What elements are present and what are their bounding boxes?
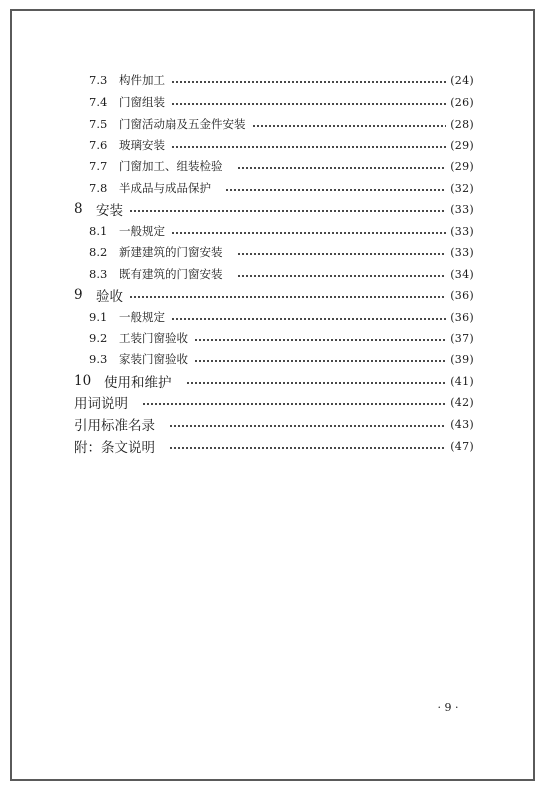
dot-leader [237, 167, 447, 169]
toc-number: 9.2 [89, 331, 108, 345]
toc-title: 附：条文说明 [74, 440, 155, 456]
dot-leader [129, 296, 446, 298]
toc-page: (24) [450, 73, 474, 87]
toc-number: 7.6 [89, 138, 108, 152]
dot-leader [194, 339, 446, 341]
toc-title: 玻璃安装 [119, 138, 165, 152]
toc-number: 10 [74, 373, 92, 389]
dot-leader [142, 403, 446, 405]
dot-leader [171, 318, 446, 320]
toc-title: 构件加工 [119, 73, 165, 87]
toc-title: 半成品与成品保护 [119, 181, 211, 195]
toc-page: (37) [450, 331, 474, 345]
toc-number: 8 [74, 201, 83, 217]
toc-page: (47) [450, 439, 474, 453]
dot-leader [186, 382, 447, 384]
toc-number: 8.1 [89, 224, 108, 238]
toc-number: 8.2 [89, 245, 108, 259]
toc-number: 7.8 [89, 181, 108, 195]
toc-title: 既有建筑的门窗安装 [119, 267, 223, 281]
toc-number: 9.3 [89, 352, 108, 366]
toc-entry-7-6[interactable] [89, 136, 474, 154]
toc-page: (33) [450, 245, 474, 259]
toc-entry-8-2[interactable] [89, 243, 474, 261]
toc-number: 7.7 [89, 159, 108, 173]
toc-title: 一般规定 [119, 224, 165, 238]
dot-leader [169, 447, 446, 449]
dot-leader [169, 425, 446, 427]
toc-entry-7-8[interactable] [89, 179, 474, 197]
toc-page: (41) [450, 374, 474, 388]
toc-number: 7.3 [89, 73, 108, 87]
toc-page: (28) [450, 117, 474, 131]
toc-entry-7-3[interactable] [89, 71, 474, 89]
toc-entry-9-3[interactable] [89, 350, 474, 368]
toc-number: 9.1 [89, 310, 108, 324]
toc-title: 家装门窗验收 [119, 352, 188, 366]
toc-entry-7-7[interactable] [89, 157, 474, 175]
toc-page: (33) [450, 224, 474, 238]
toc-entry-7-4[interactable] [89, 93, 474, 111]
toc-title: 门窗加工、组装检验 [119, 159, 223, 173]
toc-number: 7.4 [89, 95, 108, 109]
dot-leader [171, 81, 446, 83]
toc-page: (32) [450, 181, 474, 195]
dot-leader [171, 103, 446, 105]
toc-title: 使用和维护 [104, 375, 172, 391]
toc-number: 7.5 [89, 117, 108, 131]
toc-title: 验收 [96, 289, 123, 305]
toc-entry-8[interactable] [74, 200, 474, 218]
dot-leader [237, 275, 447, 277]
page-number: · 9 · [437, 701, 459, 714]
toc-number: 8.3 [89, 267, 108, 281]
toc-number: 9 [74, 287, 83, 303]
toc-title: 安装 [96, 203, 123, 219]
dot-leader [237, 253, 447, 255]
toc-title: 用词说明 [74, 396, 128, 412]
dot-leader [129, 210, 446, 212]
toc-title: 门窗活动扇及五金件安装 [119, 117, 246, 131]
toc-entry-9-2[interactable] [89, 329, 474, 347]
toc-page: (34) [450, 267, 474, 281]
dot-leader [171, 146, 446, 148]
toc-entry-7-5[interactable] [89, 115, 474, 133]
dot-leader [252, 125, 447, 127]
toc-entry-standards-list[interactable] [74, 415, 474, 433]
toc-page: (39) [450, 352, 474, 366]
toc-entry-8-3[interactable] [89, 265, 474, 283]
toc-entry-word-usage[interactable] [74, 393, 474, 411]
toc-entry-9[interactable] [74, 286, 474, 304]
toc-entry-8-1[interactable] [89, 222, 474, 240]
toc-entry-10[interactable] [74, 372, 474, 390]
toc-page: (36) [450, 288, 474, 302]
toc-entry-appendix[interactable] [74, 437, 474, 455]
toc-title: 新建建筑的门窗安装 [119, 245, 223, 259]
toc-page: (42) [450, 395, 474, 409]
toc-page: (36) [450, 310, 474, 324]
toc-page: (29) [450, 159, 474, 173]
dot-leader [171, 232, 446, 234]
toc-page: (26) [450, 95, 474, 109]
toc-title: 门窗组装 [119, 95, 165, 109]
toc-page: (43) [450, 417, 474, 431]
toc-page: (33) [450, 202, 474, 216]
dot-leader [194, 360, 446, 362]
dot-leader [225, 189, 446, 191]
toc-page: (29) [450, 138, 474, 152]
toc-title: 一般规定 [119, 310, 165, 324]
toc-entry-9-1[interactable] [89, 308, 474, 326]
toc-title: 工装门窗验收 [119, 331, 188, 345]
toc-title: 引用标准名录 [74, 418, 155, 434]
